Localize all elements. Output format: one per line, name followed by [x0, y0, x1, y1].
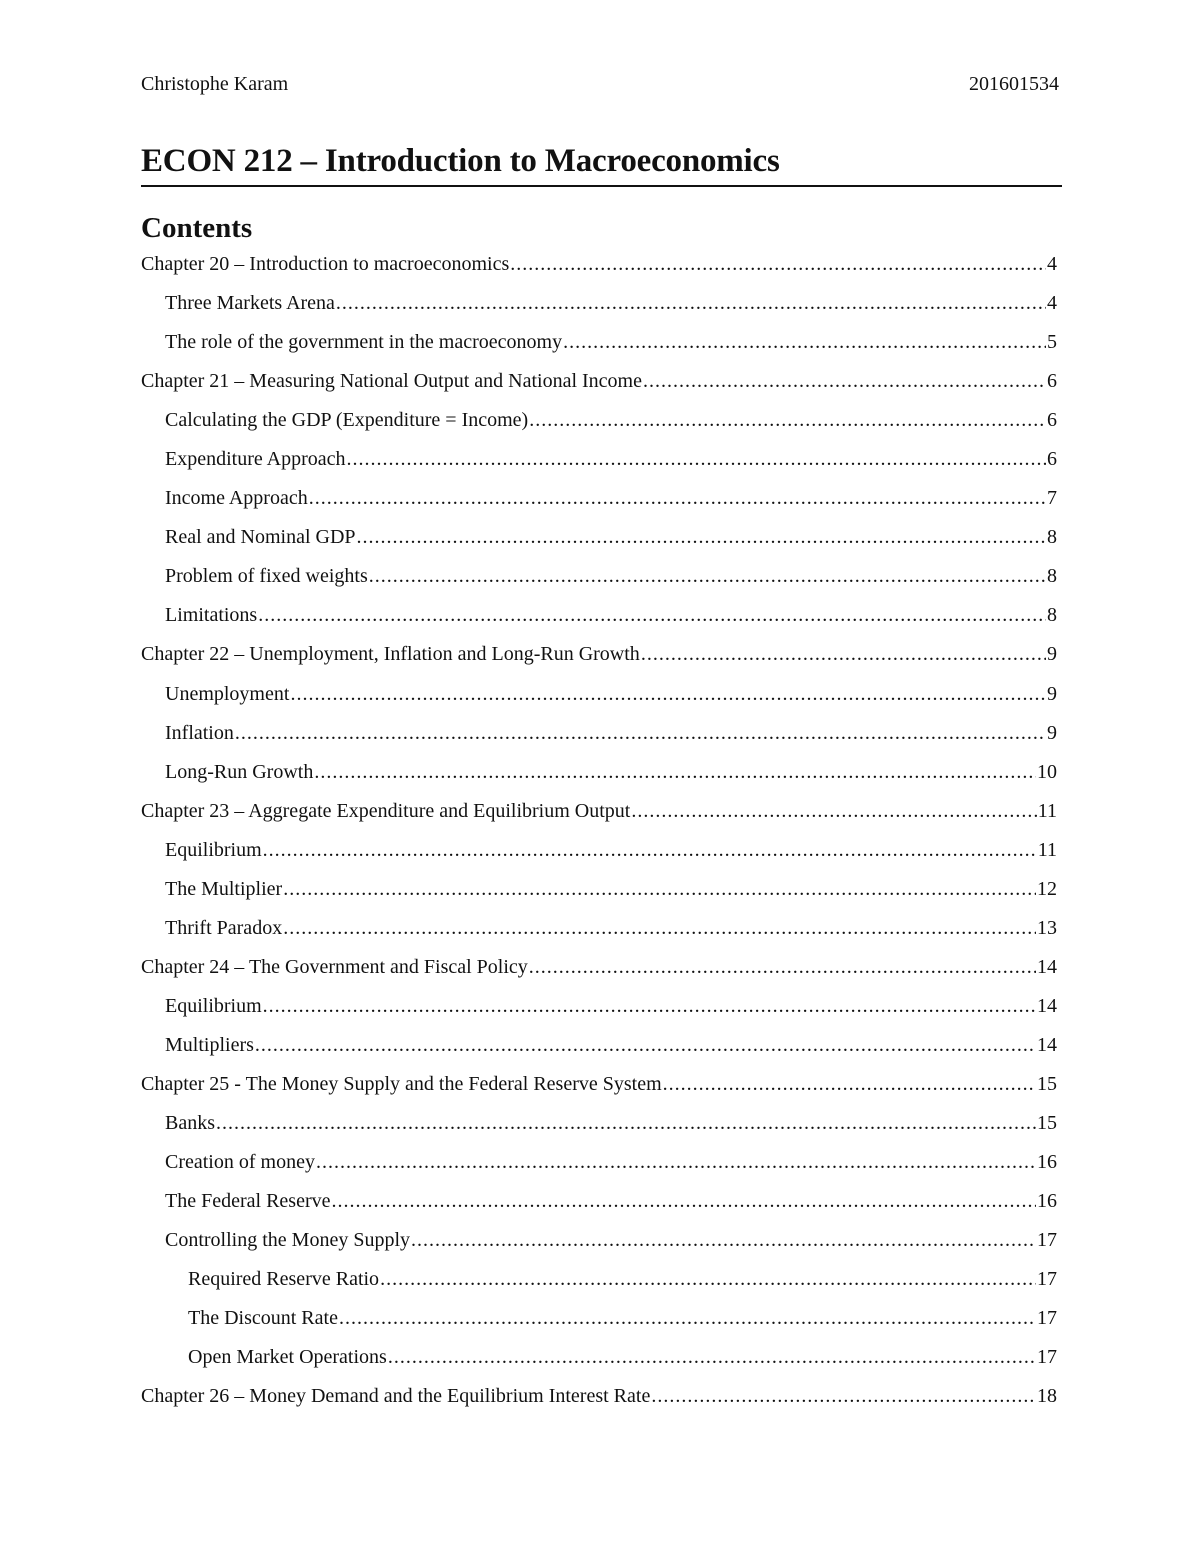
toc-entry[interactable] — [141, 990, 1057, 1029]
toc-dot-leader — [510, 248, 1046, 280]
toc-page-number: 6 — [1047, 409, 1057, 432]
toc-entry[interactable] — [141, 1146, 1057, 1185]
toc-dot-leader — [663, 1068, 1036, 1100]
toc-dot-leader — [216, 1107, 1036, 1139]
toc-entry[interactable] — [141, 873, 1057, 912]
toc-entry[interactable] — [141, 1029, 1057, 1068]
toc-entry[interactable] — [141, 951, 1057, 990]
contents-heading: Contents — [141, 212, 253, 244]
toc-entry[interactable] — [141, 404, 1057, 443]
toc-page-number: 4 — [1047, 292, 1057, 315]
toc-page-number: 13 — [1037, 916, 1057, 939]
document-title: ECON 212 – Introduction to Macroeconomics — [141, 143, 780, 179]
toc-entry-title: Real and Nominal GDP — [165, 526, 356, 549]
toc-entry-title: Three Markets Arena — [165, 292, 335, 315]
toc-page-number: 9 — [1047, 721, 1057, 744]
toc-page-number: 14 — [1037, 1033, 1057, 1056]
toc-entry-title: Calculating the GDP (Expenditure = Income) — [165, 409, 529, 432]
toc-entry-title: Chapter 22 – Unemployment, Inflation and Long-Run Growth — [141, 643, 640, 666]
toc-entry-title: Creation of money — [165, 1151, 315, 1174]
toc-dot-leader — [290, 678, 1046, 710]
toc-entry-title: Problem of fixed weights — [165, 565, 368, 588]
toc-page-number: 18 — [1037, 1385, 1057, 1408]
toc-page-number: 8 — [1047, 604, 1057, 627]
toc-entry[interactable] — [141, 1341, 1057, 1380]
toc-entry[interactable] — [141, 1107, 1057, 1146]
toc-entry[interactable] — [141, 1302, 1057, 1341]
toc-page-number: 14 — [1037, 955, 1057, 978]
toc-dot-leader — [316, 1146, 1036, 1178]
toc-entry-title: Open Market Operations — [188, 1346, 387, 1369]
toc-entry-title: Controlling the Money Supply — [165, 1229, 410, 1252]
toc-page-number: 6 — [1047, 448, 1057, 471]
toc-page-number: 14 — [1037, 994, 1057, 1017]
toc-entry[interactable] — [141, 638, 1057, 677]
toc-page-number: 17 — [1037, 1307, 1057, 1330]
toc-page-number: 6 — [1047, 370, 1057, 393]
toc-page-number: 8 — [1047, 565, 1057, 588]
toc-entry-title: Unemployment — [165, 682, 290, 705]
toc-dot-leader — [283, 912, 1036, 944]
toc-page-number: 17 — [1037, 1268, 1057, 1291]
author-name: Christophe Karam — [141, 73, 289, 95]
toc-page-number: 11 — [1037, 799, 1057, 822]
toc-page-number: 9 — [1047, 682, 1057, 705]
toc-entry[interactable] — [141, 521, 1057, 560]
toc-entry-title: Chapter 24 – The Government and Fiscal Policy — [141, 955, 528, 978]
toc-dot-leader — [529, 404, 1046, 436]
toc-dot-leader — [336, 287, 1046, 319]
toc-entry-title: Chapter 25 - The Money Supply and the Federal Reserve System — [141, 1072, 662, 1095]
toc-entry[interactable] — [141, 1224, 1057, 1263]
toc-entry-title: Banks — [165, 1112, 215, 1135]
toc-page-number: 17 — [1037, 1346, 1057, 1369]
toc-entry-title: Equilibrium — [165, 994, 262, 1017]
toc-dot-leader — [263, 990, 1036, 1022]
toc-dot-leader — [255, 1029, 1036, 1061]
toc-page-number: 7 — [1047, 487, 1057, 510]
toc-entry[interactable] — [141, 834, 1057, 873]
toc-page-number: 15 — [1037, 1072, 1057, 1095]
toc-entry[interactable] — [141, 365, 1057, 404]
toc-dot-leader — [411, 1224, 1036, 1256]
toc-entry-title: The Federal Reserve — [165, 1190, 331, 1213]
toc-dot-leader — [641, 638, 1046, 670]
toc-entry-title: Chapter 20 – Introduction to macroeconomics — [141, 253, 510, 275]
table-of-contents — [141, 248, 1057, 1419]
toc-entry-title: Limitations — [165, 604, 258, 627]
toc-entry[interactable] — [141, 1068, 1057, 1107]
toc-entry-title: The Multiplier — [165, 877, 283, 900]
toc-entry[interactable] — [141, 599, 1057, 638]
toc-dot-leader — [331, 1185, 1036, 1217]
toc-dot-leader — [339, 1302, 1036, 1334]
toc-page-number: 5 — [1047, 331, 1057, 354]
toc-entry-title: Long-Run Growth — [165, 760, 314, 783]
toc-entry[interactable] — [141, 1185, 1057, 1224]
toc-dot-leader — [651, 1380, 1036, 1412]
toc-entry-title: Income Approach — [165, 487, 308, 510]
toc-entry-title: The role of the government in the macroeconomy — [165, 331, 563, 354]
toc-entry[interactable] — [141, 678, 1057, 717]
toc-entry[interactable] — [141, 443, 1057, 482]
toc-entry-title: Multipliers — [165, 1033, 254, 1056]
toc-dot-leader — [380, 1263, 1036, 1295]
toc-dot-leader — [563, 326, 1046, 358]
toc-entry-title: Chapter 26 – Money Demand and the Equilibrium Interest Rate — [141, 1385, 651, 1408]
toc-entry[interactable] — [141, 482, 1057, 521]
toc-dot-leader — [369, 560, 1046, 592]
toc-entry-title: Equilibrium — [165, 838, 262, 861]
toc-entry[interactable] — [141, 1263, 1057, 1302]
toc-dot-leader — [643, 365, 1046, 397]
toc-dot-leader — [309, 482, 1046, 514]
toc-entry[interactable] — [141, 248, 1057, 287]
toc-entry-title: The Discount Rate — [188, 1307, 338, 1330]
toc-dot-leader — [347, 443, 1047, 475]
toc-entry-title: Chapter 23 – Aggregate Expenditure and Equilibrium Output — [141, 799, 631, 822]
toc-dot-leader — [263, 834, 1037, 866]
page-header — [141, 72, 1059, 96]
toc-page-number: 16 — [1037, 1151, 1057, 1174]
toc-entry[interactable] — [141, 912, 1057, 951]
toc-entry[interactable] — [141, 756, 1057, 795]
toc-page-number: 15 — [1037, 1112, 1057, 1135]
toc-entry-title: Inflation — [165, 721, 234, 744]
toc-page-number: 10 — [1037, 760, 1057, 783]
toc-dot-leader — [631, 795, 1036, 827]
student-id: 201601534 — [969, 73, 1059, 95]
toc-dot-leader — [529, 951, 1036, 983]
toc-entry-title: Required Reserve Ratio — [188, 1268, 380, 1291]
toc-entry[interactable] — [141, 326, 1057, 365]
toc-dot-leader — [388, 1341, 1036, 1373]
toc-entry-title: Chapter 21 – Measuring National Output and National Income — [141, 370, 642, 393]
toc-dot-leader — [235, 717, 1046, 749]
toc-page-number: 4 — [1047, 253, 1057, 275]
toc-entry-title: Expenditure Approach — [165, 448, 346, 471]
document-page — [141, 0, 1059, 1553]
toc-entry[interactable] — [141, 287, 1057, 326]
toc-page-number: 12 — [1037, 877, 1057, 900]
toc-entry[interactable] — [141, 560, 1057, 599]
toc-entry[interactable] — [141, 795, 1057, 834]
toc-entry[interactable] — [141, 1380, 1057, 1419]
title-underline — [141, 185, 1062, 187]
toc-page-number: 16 — [1037, 1190, 1057, 1213]
toc-dot-leader — [258, 599, 1046, 631]
toc-page-number: 9 — [1047, 643, 1057, 666]
toc-page-number: 8 — [1047, 526, 1057, 549]
toc-dot-leader — [357, 521, 1046, 553]
toc-entry[interactable] — [141, 717, 1057, 756]
toc-dot-leader — [283, 873, 1036, 905]
toc-entry-title: Thrift Paradox — [165, 916, 283, 939]
toc-page-number: 17 — [1037, 1229, 1057, 1252]
toc-dot-leader — [314, 756, 1036, 788]
toc-page-number: 11 — [1037, 838, 1057, 861]
